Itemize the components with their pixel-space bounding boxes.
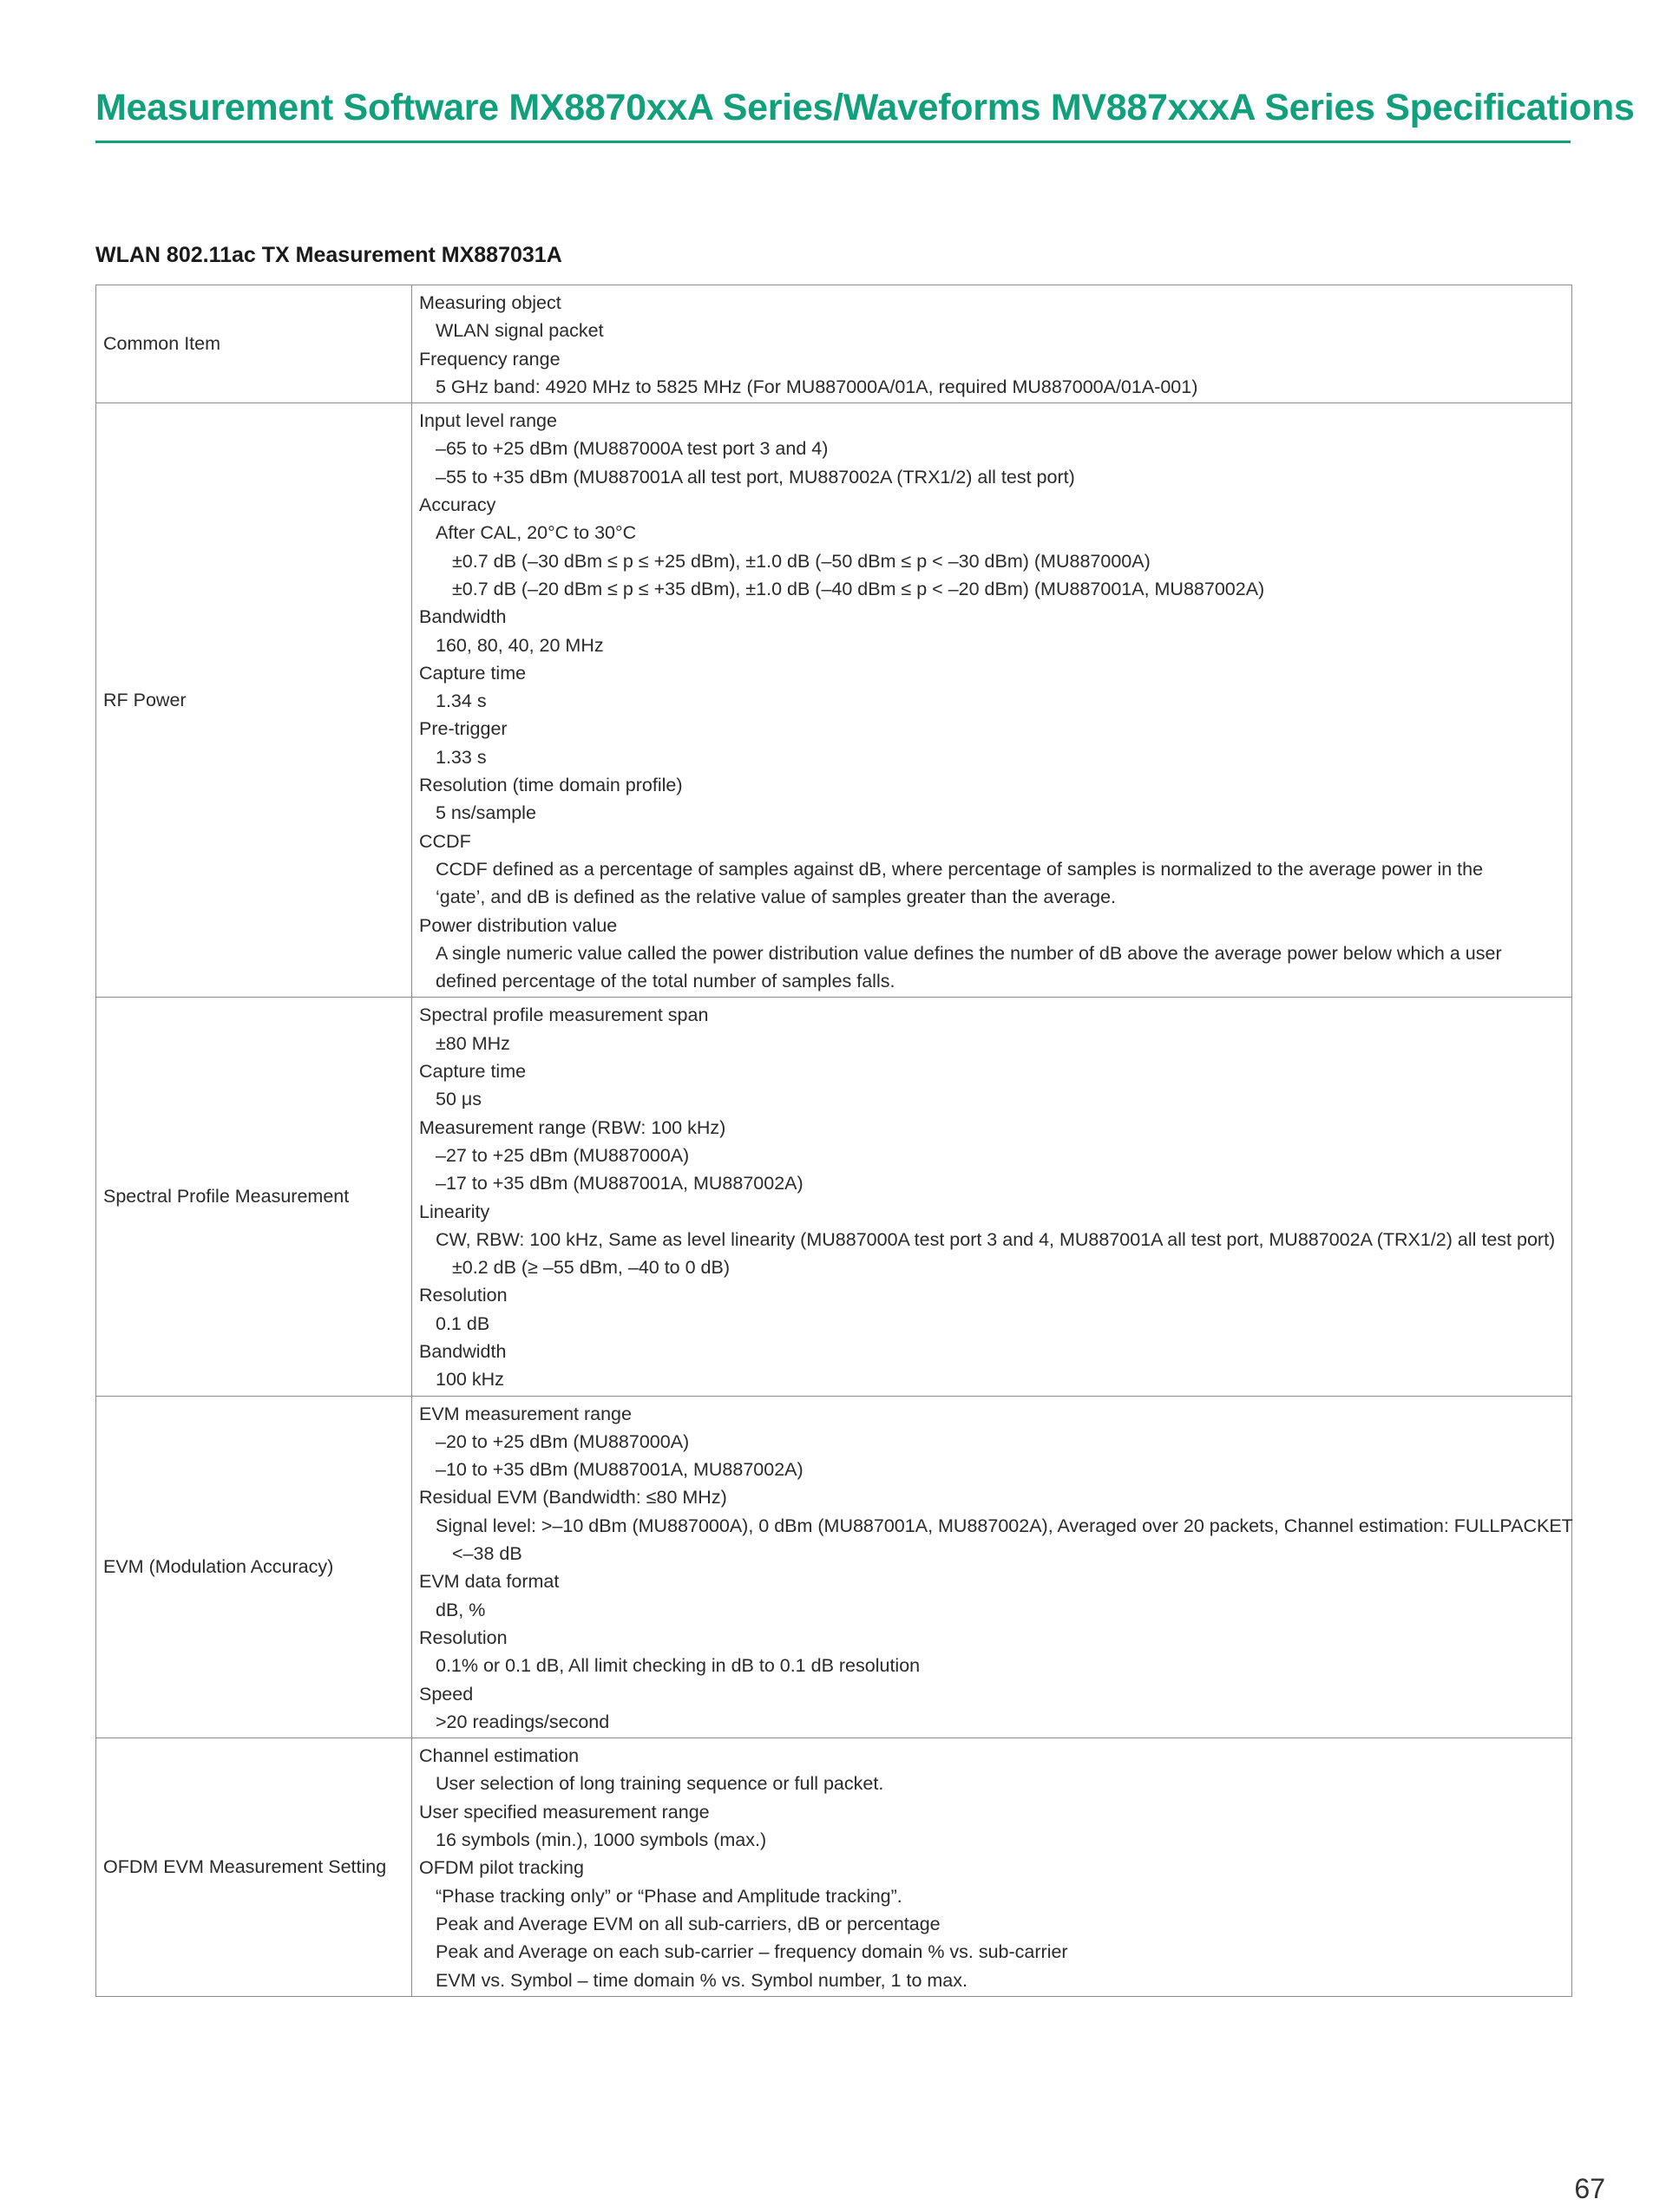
spec-item-value: 0.1% or 0.1 dB, All limit checking in dB to 0.1 dB resolution <box>436 1655 921 1677</box>
spec-item-heading: CCDF <box>419 830 471 852</box>
spec-item-heading: User specified measurement range <box>419 1801 710 1823</box>
spec-item-value: 100 kHz <box>436 1369 504 1391</box>
spec-item-value: ±0.2 dB (≥ –55 dBm, –40 to 0 dB) <box>452 1257 731 1279</box>
row-content <box>412 285 1572 403</box>
spec-item-heading: Bandwidth <box>419 1340 507 1362</box>
spec-item-value: User selection of long training sequence or full packet. <box>436 1773 884 1795</box>
spec-item-heading: Resolution (time domain profile) <box>419 775 683 796</box>
spec-item-heading: Capture time <box>419 662 527 684</box>
page-title: Measurement Software MX8870xxA Series/Waveforms MV887xxxA Series Specifications <box>95 87 1635 128</box>
spec-item-value: ±0.7 dB (–30 dBm ≤ p ≤ +25 dBm), ±1.0 dB (–50 dBm ≤ p < –30 dBm) (MU887000A) <box>452 550 1151 572</box>
spec-item-value: CCDF defined as a percentage of samples against dB, where percentage of samples is normalized to the average power in the <box>436 858 1484 880</box>
spec-item-heading: Speed <box>419 1683 474 1705</box>
spec-item-value: CW, RBW: 100 kHz, Same as level linearity (MU887000A test port 3 and 4, MU887001A all test port, MU887002A (TRX1/2) all test port) <box>436 1228 1556 1250</box>
spec-item-heading: Linearity <box>419 1201 490 1222</box>
table-row <box>96 1396 1572 1738</box>
spec-item-value: ‘gate’, and dB is defined as the relative value of samples greater than the average. <box>436 887 1117 908</box>
spec-item-value: 1.33 s <box>436 746 487 768</box>
spec-item-heading: Input level range <box>419 410 557 432</box>
row-content <box>412 403 1572 998</box>
row-content <box>412 998 1572 1396</box>
spec-item-value: >20 readings/second <box>436 1711 610 1732</box>
row-label: EVM (Modulation Accuracy) <box>96 1396 412 1738</box>
spec-item-value: –55 to +35 dBm (MU887001A all test port, MU887002A (TRX1/2) all test port) <box>436 466 1075 488</box>
spec-item-heading: Measurement range (RBW: 100 kHz) <box>419 1116 726 1138</box>
row-content <box>412 1738 1572 1997</box>
spec-item-heading: Capture time <box>419 1061 527 1083</box>
row-label: Spectral Profile Measurement <box>96 998 412 1396</box>
spec-table <box>95 285 1572 1997</box>
spec-item-value: WLAN signal packet <box>436 320 604 342</box>
spec-item-heading: Frequency range <box>419 348 561 370</box>
spec-item-heading: Channel estimation <box>419 1745 580 1767</box>
table-row <box>96 998 1572 1396</box>
spec-item-heading: Accuracy <box>419 494 496 516</box>
spec-item-value: dB, % <box>436 1599 486 1620</box>
spec-item-heading: EVM data format <box>419 1571 560 1593</box>
title-underline <box>95 141 1571 143</box>
spec-item-heading: Measuring object <box>419 292 561 313</box>
spec-item-value: A single numeric value called the power distribution value defines the number of dB above the average power below which a user <box>436 942 1502 964</box>
row-label: OFDM EVM Measurement Setting <box>96 1738 412 1997</box>
table-row <box>96 403 1572 998</box>
row-label: Common Item <box>96 285 412 403</box>
spec-item-heading: Pre-trigger <box>419 718 508 740</box>
spec-item-value: 16 symbols (min.), 1000 symbols (max.) <box>436 1829 767 1851</box>
table-row <box>96 1738 1572 1997</box>
spec-item-value: After CAL, 20°C to 30°C <box>436 522 637 544</box>
spec-item-value: –20 to +25 dBm (MU887000A) <box>436 1430 690 1452</box>
table-row <box>96 285 1572 403</box>
spec-item-value: 50 μs <box>436 1089 482 1110</box>
spec-item-value: Signal level: >–10 dBm (MU887000A), 0 dBm (MU887001A, MU887002A), Averaged over 20 packets, Channel estimation: FULLPACKET <box>436 1515 1573 1536</box>
spec-item-value: 5 ns/sample <box>436 802 536 824</box>
page-number: 67 <box>1574 2173 1605 2204</box>
spec-item-value: 1.34 s <box>436 690 487 712</box>
spec-item-value: ±80 MHz <box>436 1032 510 1054</box>
row-content <box>412 1396 1572 1738</box>
section-heading: WLAN 802.11ac TX Measurement MX887031A <box>95 243 562 267</box>
spec-item-value: 160, 80, 40, 20 MHz <box>436 634 604 656</box>
spec-item-value: Peak and Average on each sub-carrier – frequency domain % vs. sub-carrier <box>436 1941 1068 1963</box>
spec-item-value: “Phase tracking only” or “Phase and Amplitude tracking”. <box>436 1885 902 1907</box>
spec-item-heading: Resolution <box>419 1285 508 1306</box>
spec-item-heading: Bandwidth <box>419 606 507 628</box>
spec-item-heading: Power distribution value <box>419 914 618 936</box>
spec-item-value: EVM vs. Symbol – time domain % vs. Symbol number, 1 to max. <box>436 1969 967 1991</box>
spec-item-value: 5 GHz band: 4920 MHz to 5825 MHz (For MU887000A/01A, required MU887000A/01A-001) <box>436 376 1198 397</box>
spec-item-heading: Spectral profile measurement span <box>419 1005 709 1026</box>
spec-table-body <box>96 285 1572 1997</box>
spec-item-heading: Resolution <box>419 1626 508 1648</box>
spec-item-value: Peak and Average EVM on all sub-carriers, dB or percentage <box>436 1913 941 1934</box>
spec-item-heading: OFDM pilot tracking <box>419 1857 584 1879</box>
spec-item-value: –27 to +25 dBm (MU887000A) <box>436 1144 690 1166</box>
spec-item-value: 0.1 dB <box>436 1312 490 1334</box>
spec-item-heading: EVM measurement range <box>419 1403 632 1424</box>
spec-item-value: defined percentage of the total number of samples falls. <box>436 971 895 992</box>
spec-item-value: ±0.7 dB (–20 dBm ≤ p ≤ +35 dBm), ±1.0 dB (–40 dBm ≤ p < –20 dBm) (MU887001A, MU887002A) <box>452 578 1265 599</box>
spec-item-heading: Residual EVM (Bandwidth: ≤80 MHz) <box>419 1487 727 1508</box>
row-label: RF Power <box>96 403 412 998</box>
spec-item-value: –65 to +25 dBm (MU887000A test port 3 and 4) <box>436 438 829 460</box>
spec-item-value: –10 to +35 dBm (MU887001A, MU887002A) <box>436 1459 803 1481</box>
spec-item-value: <–38 dB <box>452 1543 522 1565</box>
spec-item-value: –17 to +35 dBm (MU887001A, MU887002A) <box>436 1173 803 1194</box>
